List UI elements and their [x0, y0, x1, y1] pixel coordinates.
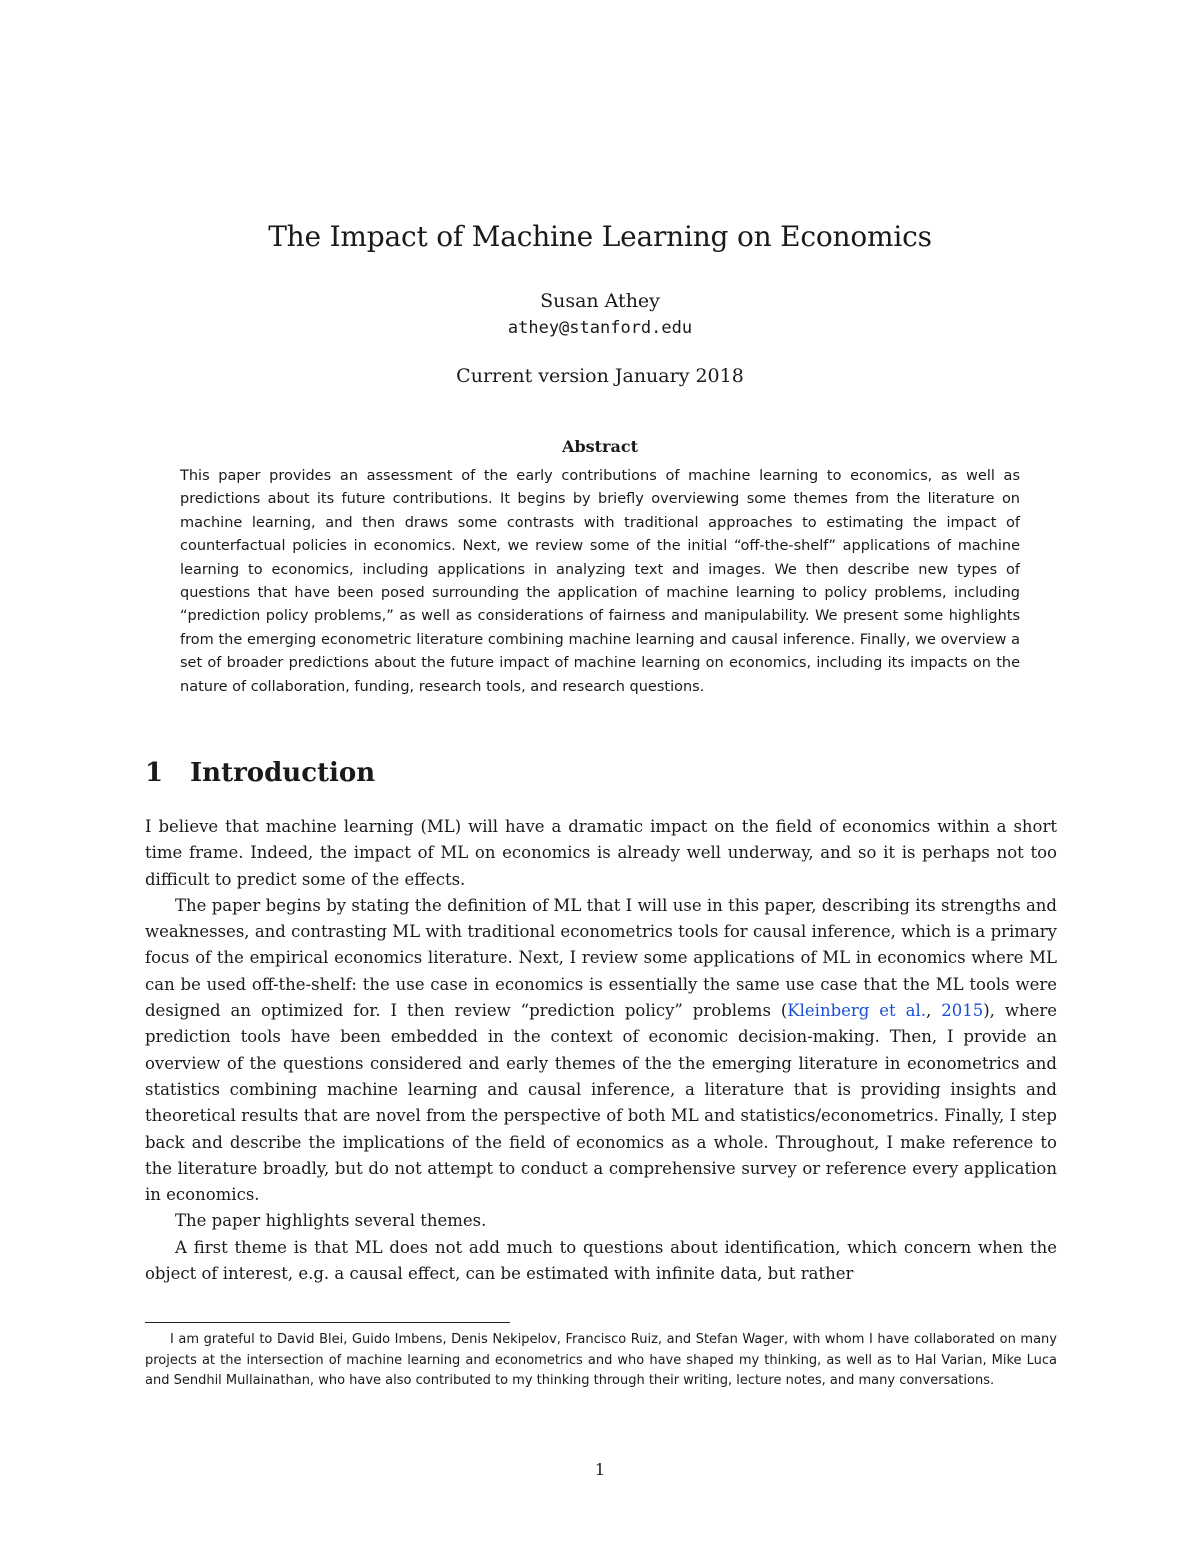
paragraph-2-text-b: ), where prediction tools have been embedded in the context of economic decision-making. Then, I provide an overview of the questions considered and early themes of the the emerging literature in econometrics and statistics combining machine learning and causal inference, a literature that is providing insights and theoretical results that are novel from the perspective of both ML and statistics/econometrics. Finally, I step back and describe the implications of the field of economics as a whole. Throughout, I make reference to the literature broadly, but do not attempt to conduct a comprehensive survey or reference every application in economics.	[145, 1001, 1057, 1205]
paragraph-3: The paper highlights several themes.	[175, 1211, 487, 1231]
footnote-text: I am grateful to David Blei, Guido Imbens, Denis Nekipelov, Francisco Ruiz, and Stefan Wager, with whom I have collaborated on many projects at the intersection of machine learning and econometrics and who have shaped my thinking, as well as to Hal Varian, Mike Luca and Sendhil Mullainathan, who have also contributed to my thinking through their writing, lecture notes, and many conversations.	[145, 1332, 1057, 1388]
paragraph-2-text-a: The paper begins by stating the definition of ML that I will use in this paper, describing its strengths and weaknesses, and contrasting ML with traditional econometrics tools for causal inference, which is a primary focus of the empirical economics literature. Next, I review some applications of ML in economics where ML can be used off-the-shelf: the use case in economics is essentially the same use case that the ML tools were designed an optimized for. I then review “prediction policy” problems (	[145, 895, 1057, 1021]
section-heading	[145, 758, 375, 788]
version-date: Current version January 2018	[456, 365, 744, 387]
abstract-heading: Abstract	[562, 437, 638, 456]
citation-separator: ,	[926, 1001, 942, 1021]
body-text	[145, 814, 1057, 1287]
section-title: Introduction	[190, 758, 376, 788]
citation-kleinberg-year[interactable]: 2015	[941, 1001, 984, 1021]
paragraph-1: I believe that machine learning (ML) will have a dramatic impact on the field of economics within a short time frame. Indeed, the impact of ML on economics is already well underway, and so it is perhaps not too difficult to predict some of the effects.	[145, 817, 1057, 889]
paragraph-4: A first theme is that ML does not add much to questions about identification, which concern when the object of interest, e.g. a causal effect, can be estimated with infinite data, but rather	[145, 1237, 1057, 1284]
citation-kleinberg-author[interactable]: Kleinberg et al.	[787, 1001, 926, 1021]
section-number: 1	[145, 758, 164, 788]
abstract-text: This paper provides an assessment of the early contributions of machine learning to economics, as well as predictions about its future contributions. It begins by briefly overviewing some themes from the literature on machine learning, and then draws some contrasts with traditional approaches to estimating the impact of counterfactual policies in economics. Next, we review some of the initial “off-the-shelf” applications of machine learning to economics, including applications in analyzing text and images. We then describe new types of questions that have been posed surrounding the application of machine learning to policy problems, including “prediction policy problems,” as well as considerations of fairness and manipulability. We present some highlights from the emerging econometric literature combining machine learning and causal inference. Finally, we overview a set of broader predictions about the future impact of machine learning on economics, including its impacts on the nature of collaboration, funding, research tools, and research questions.	[180, 468, 1020, 695]
footnote-divider	[145, 1322, 510, 1323]
author-name: Susan Athey	[540, 290, 660, 312]
author-email: athey@stanford.edu	[507, 318, 693, 338]
page-number: 1	[594, 1460, 606, 1479]
paragraph-2	[145, 893, 1057, 1209]
footnote	[145, 1330, 1057, 1392]
paper-title: The Impact of Machine Learning on Economics	[268, 220, 932, 253]
